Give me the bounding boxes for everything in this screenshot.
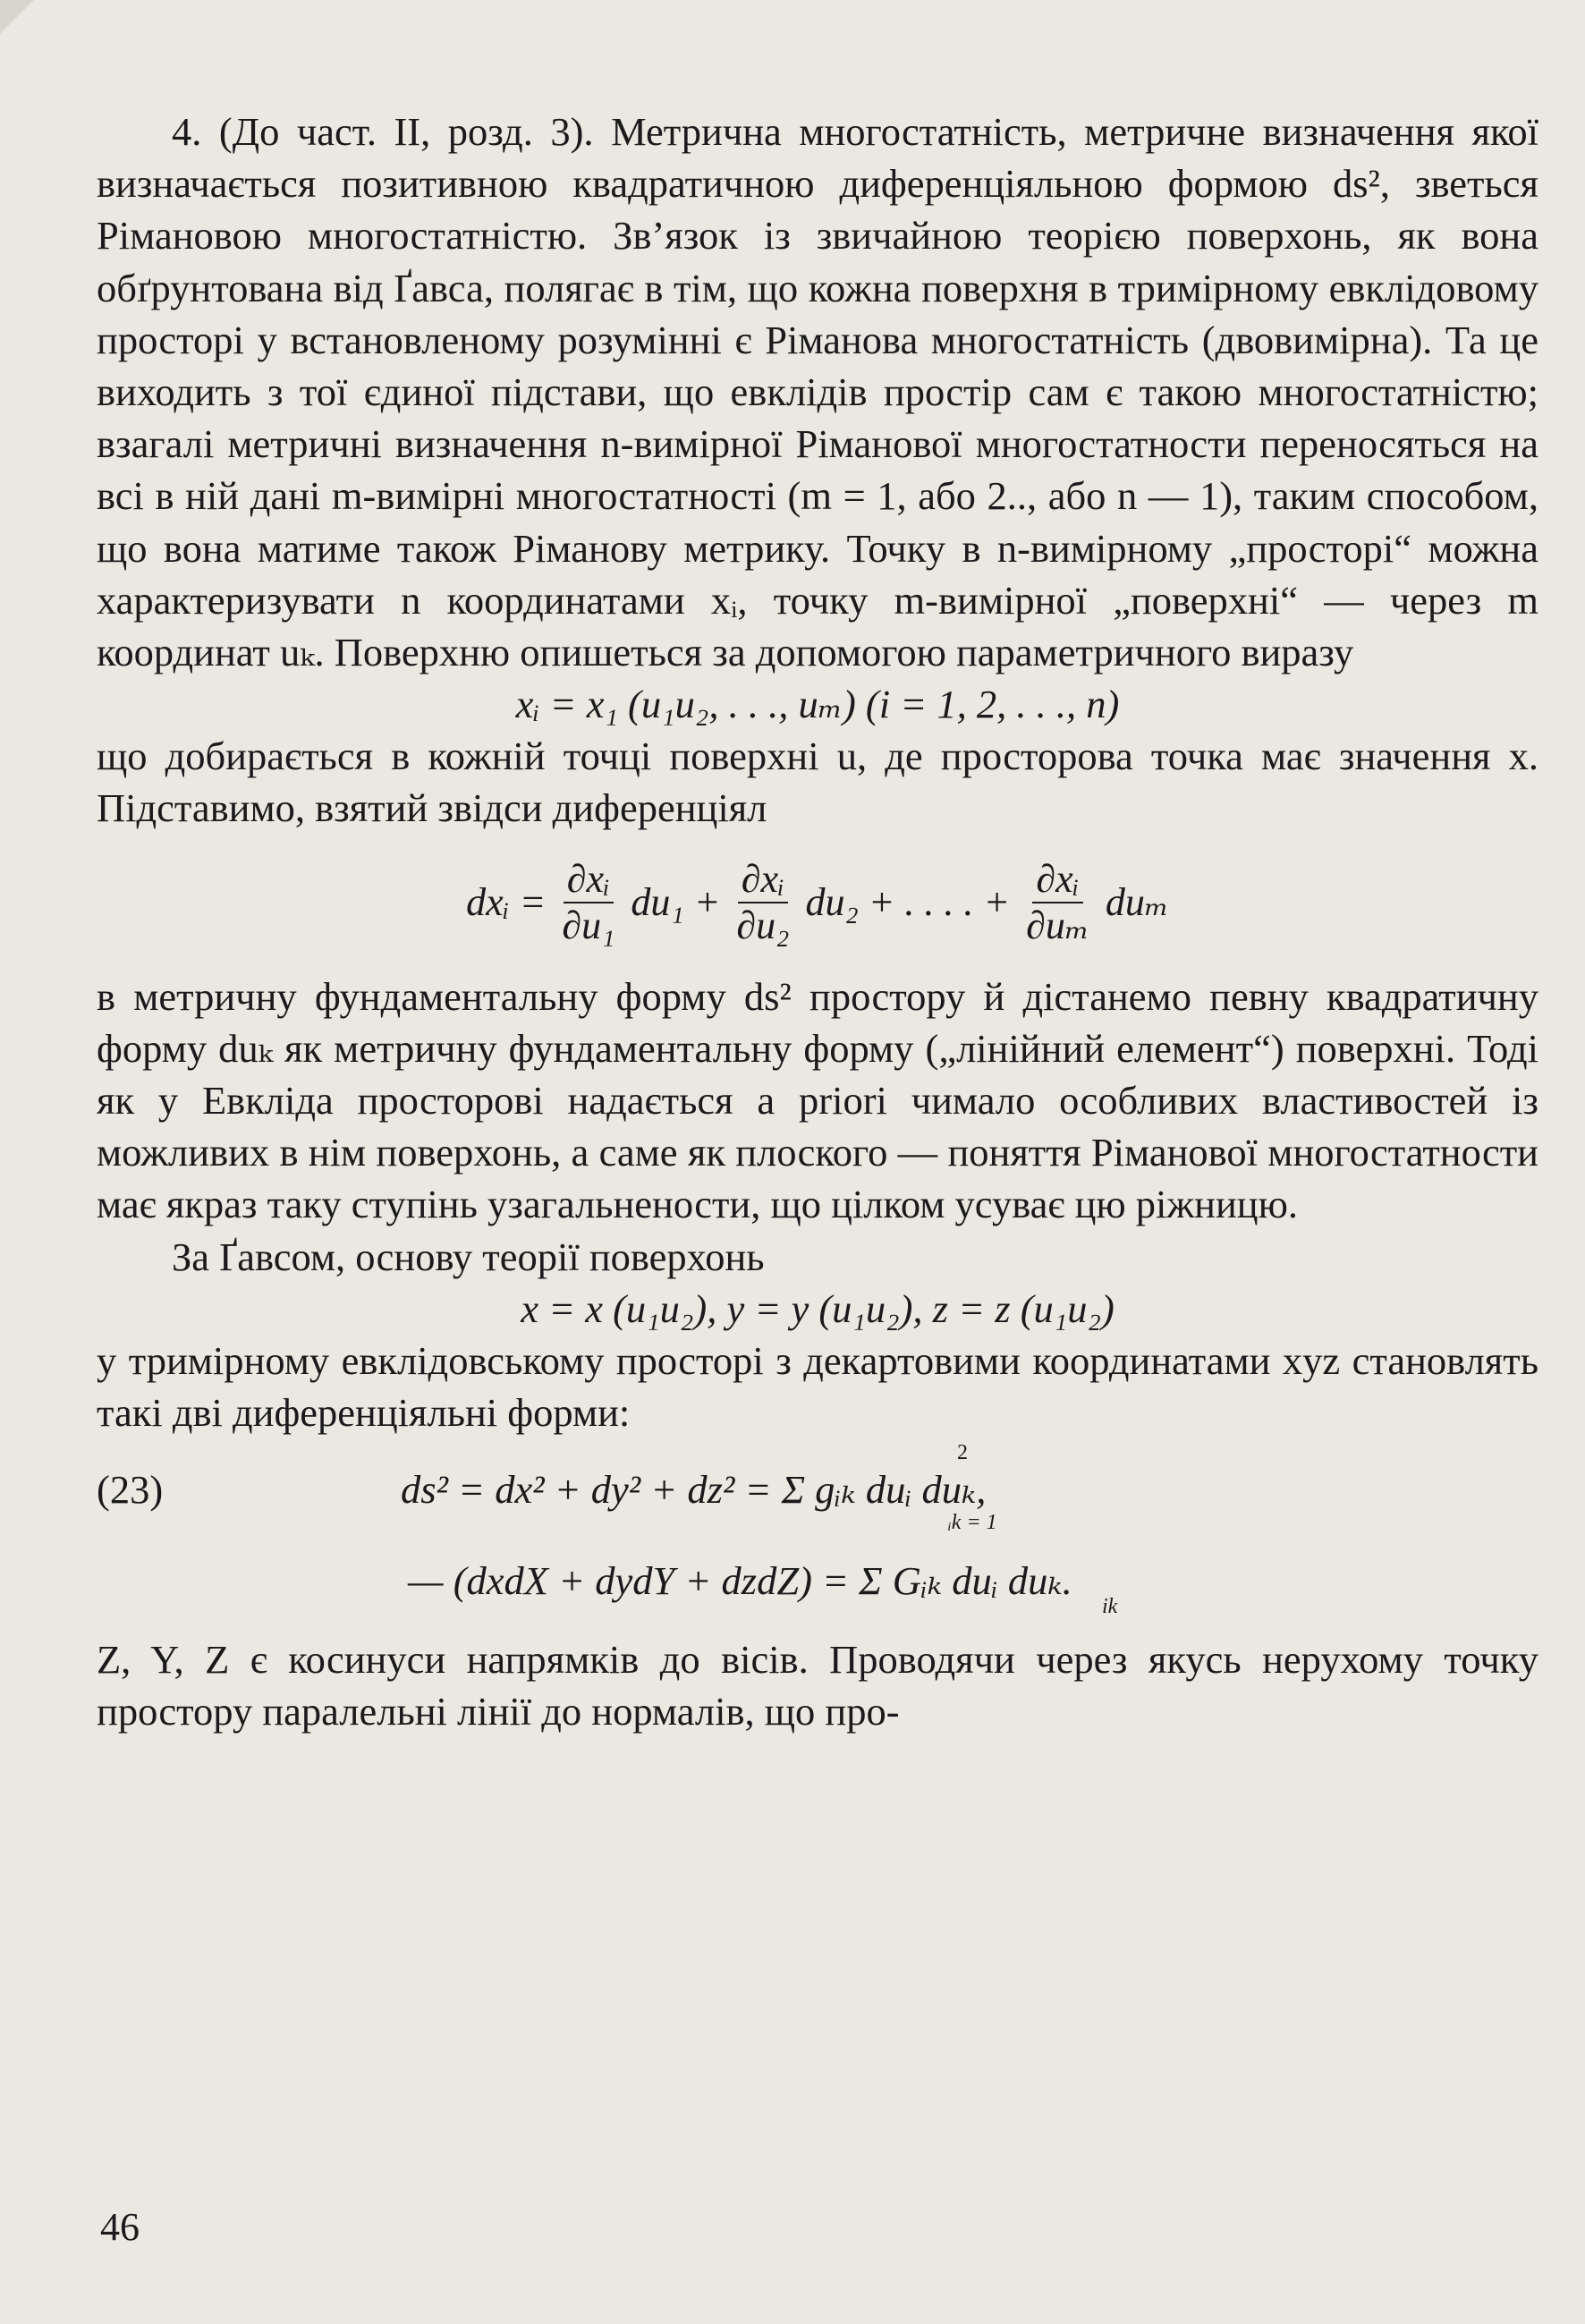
page-corner (0, 0, 34, 34)
diff-term-1-tail: du₁ + (631, 879, 721, 924)
page-number: 46 (100, 2205, 140, 2249)
diff-term-2-tail: du₂ + . . . . + (805, 879, 1011, 924)
paragraph-cosines: Z, Y, Z є косинуси напрямків до вісів. Проводячи через якусь нерухому точку простору паралельні лінії до нормалів, що про- (97, 1637, 1538, 1735)
diff-lhs: dxᵢ = (466, 879, 547, 924)
equation-23-label: (23) (97, 1467, 164, 1513)
diff-term-3-tail: duₘ (1105, 879, 1169, 924)
body-text (97, 106, 1538, 1738)
equation-23-sum2-lower: ik (1102, 1595, 1118, 1619)
paragraph-metric-form: в метричну фундаментальну форму ds² простору й дістанемо певну квадратичну форму duₖ як метричну фундаментальну форму („лінійний елемент“) поверхні. Тоді як у Евкліда просторові надається a priori чимало особливих властивостей із можливих в нім поверхонь, а саме як плоского — поняття Рімановоï многостатности має якраз таку ступінь узагальнености, що цілком усуває цю ріжницю. (97, 973, 1538, 1227)
fraction-3-numerator: ∂xᵢ (1032, 857, 1082, 903)
equation-23-line-1: ds² = dx² + dy² + dz² = Σ gᵢₖ duᵢ duₖ, (401, 1467, 987, 1513)
equation-23-sum-upper: 2 (957, 1441, 968, 1465)
fraction-term-1 (558, 857, 618, 948)
equation-23-sum-lower: ᵢk = 1 (948, 1511, 997, 1535)
formula-parametric-text: xᵢ = x₁ (u₁u₂, . . ., uₘ) (i = 1, 2, . . ., n) (515, 682, 1120, 727)
paragraph-differential-forms: у тримірному евклідовському просторі з декартовими координатами xyz становлять такі дві диференціяльні форми: (97, 1337, 1538, 1436)
equation-23-line-2: — (dxdX + dydY + dzdZ) = Σ Gᵢₖ duᵢ duₖ. (408, 1558, 1072, 1604)
paragraph-gauss-intro: За Ґавсом, основу теорії поверхонь (172, 1234, 765, 1279)
fraction-1-denominator: ∂u₁ (562, 903, 615, 947)
formula-parametric (97, 678, 1538, 730)
fraction-1-numerator: ∂xᵢ (564, 857, 614, 903)
formula-surface (97, 1283, 1538, 1335)
formula-surface-text: x = x (u₁u₂), y = y (u₁u₂), z = z (u₁u₂) (521, 1285, 1115, 1331)
fraction-term-3 (1022, 857, 1093, 948)
paragraph-note-4: 4. (До част. II, розд. 3). Метрична многостатність, метричне визначення якої визначається позитивною квадратичною диференціяльною формою ds², зветься Рімановою многостатністю. Зв’язок із звичайною теорією поверхонь, як вона обґрунтована від Ґавса, полягає в тім, що кожна поверхня в тримірному евклідовому просторі у встановленому розумінні є Ріманова многостатність (двовимірна). Та це виходить з тої єдиної підстави, що евклідів простір сам є такою многостатністю; взагалі метричні визначення n-вимірної Рімановоï многостатности переносяться на всі в ній дані m-вимірні многостатності (m = 1, або 2.., або n — 1), таким способом, що вона матиме також Ріманову метрику. Точку в n-вимірному „просторі“ можна характеризувати n координатами xᵢ, точку m-вимірної „поверхні“ — через m координат uₖ. Поверхню опишеться за допомогою параметричного виразу (97, 109, 1538, 675)
fraction-2-numerator: ∂xᵢ (738, 857, 788, 903)
paragraph-differential-intro: що добирається в кожній точці поверхні u, де просторова точка має значення x. Підставимо, взятий звідси диференціял (97, 734, 1538, 831)
fraction-term-2 (733, 857, 792, 948)
fraction-3-denominator: ∂uₘ (1026, 903, 1089, 947)
fraction-2-denominator: ∂u₂ (736, 903, 790, 947)
equation-23 (97, 1438, 1538, 1619)
formula-differential (97, 835, 1538, 971)
